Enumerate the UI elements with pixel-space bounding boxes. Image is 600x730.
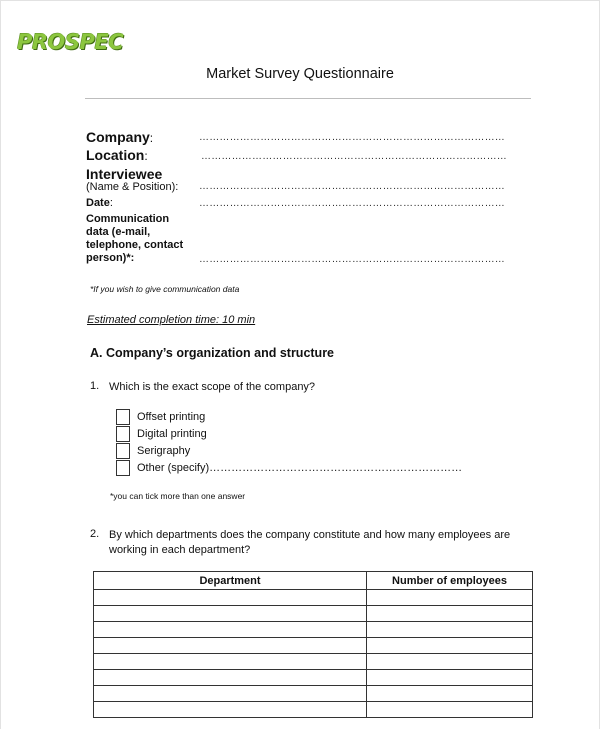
department-cell[interactable] [94,606,367,622]
date-label-text: Date [86,197,110,209]
company-label-text: Company [86,129,150,145]
header-department: Department [94,572,367,590]
section-a-title: A. Company’s organization and structure [90,346,335,360]
communication-field[interactable]: ……………………………………………………………………………… [199,254,505,265]
checkbox-serigraphy[interactable] [116,443,130,459]
interviewee-label: Interviewee [86,166,163,182]
communication-label-line1: Communication [86,213,170,225]
table-header-row [94,572,533,590]
communication-label-line3: telephone, contact [86,239,184,251]
title-divider [85,98,531,99]
option-serigraphy: Serigraphy [137,445,191,457]
company-colon: : [149,131,154,145]
employees-cell[interactable] [367,702,533,718]
location-colon: : [144,149,148,163]
department-cell[interactable] [94,670,367,686]
option-other-specify[interactable]: Other (specify)…………………………………………………………… [137,462,463,474]
table-row [94,670,533,686]
option-digital-printing: Digital printing [137,428,207,440]
date-colon: : [109,197,113,209]
document-title: Market Survey Questionnaire [206,66,394,82]
employees-cell[interactable] [367,590,533,606]
communication-label [86,213,183,265]
question-1-number: 1. [90,380,100,392]
checkbox-digital-printing[interactable] [116,426,130,442]
checkbox-other[interactable] [116,460,130,476]
prospec-logo: PROSPEC [17,30,124,54]
question-1-text: Which is the exact scope of the company? [109,381,316,393]
table-row [94,638,533,654]
table-row [94,622,533,638]
header-number-of-employees: Number of employees [367,572,533,590]
question-1-note: *you can tick more than one answer [110,491,246,501]
department-cell[interactable] [94,654,367,670]
question-2-text [109,528,510,557]
question-2-text-line1: By which departments does the company constitute and how many employees are [109,529,511,541]
company-field[interactable]: ……………………………………………………………………………… [199,132,505,143]
communication-note: *If you wish to give communication data [90,284,240,294]
date-field[interactable]: ……………………………………………………………………………… [199,198,505,209]
employees-cell[interactable] [367,654,533,670]
department-table [93,571,533,718]
location-label [86,147,148,163]
interviewee-sublabel: (Name & Position): [86,181,179,193]
location-label-text: Location [86,147,145,163]
communication-label-line4: person)*: [86,252,135,264]
department-cell[interactable] [94,686,367,702]
location-field[interactable]: ……………………………………………………………………………… [201,151,507,162]
table-row [94,606,533,622]
employees-cell[interactable] [367,670,533,686]
table-row [94,686,533,702]
question-2-number: 2. [90,528,100,540]
employees-cell[interactable] [367,638,533,654]
department-cell[interactable] [94,590,367,606]
completion-time-note: Estimated completion time: 10 min [87,314,256,326]
date-label [86,197,113,209]
employees-cell[interactable] [367,622,533,638]
question-2-text-line2: working in each department? [109,543,251,556]
employees-cell[interactable] [367,606,533,622]
table-row [94,654,533,670]
interviewee-field[interactable]: ……………………………………………………………………………… [199,181,505,192]
company-label [86,129,153,145]
employees-cell[interactable] [367,686,533,702]
table-row [94,590,533,606]
communication-label-line2: data (e-mail, [86,226,151,238]
department-cell[interactable] [94,638,367,654]
table-row [94,702,533,718]
option-offset-printing: Offset printing [137,411,206,423]
checkbox-offset-printing[interactable] [116,409,130,425]
department-cell[interactable] [94,622,367,638]
department-cell[interactable] [94,702,367,718]
